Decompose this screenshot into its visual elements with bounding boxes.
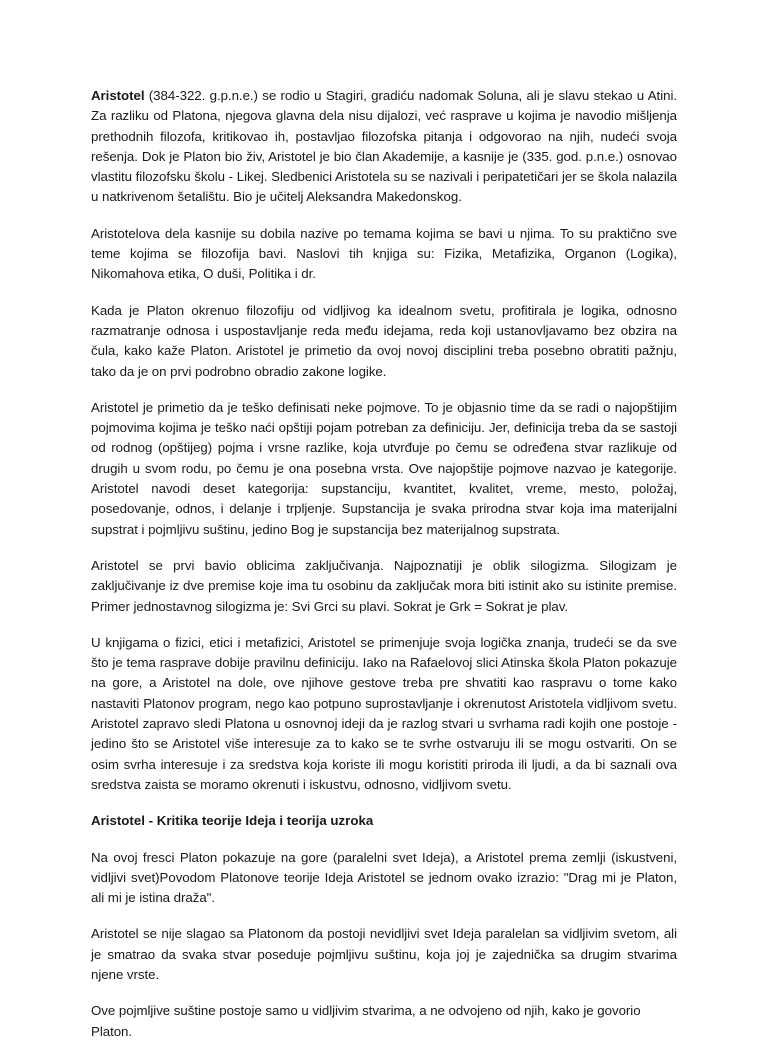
paragraph-physics-ethics: U knjigama o fizici, etici i metafizici, Aristotel se primenjuje svoja logička znanja, trudeći se da sve što je tema rasprave dobije pravilnu definiciju. Iako na Rafaelovoj slici Atinska škola Platon pokazuje na gore, a Aristotel na dole, ove njihove gestove treba pre shvatiti kao raspravu o tome kako nastaviti Platonov program, nego kao potpuno suprostavljanje i okrenutost Aristotela vidljivom svetu. Aristotel zapravo sledi Platona u osnovnoj ideji da je razlog stvari u svrhama radi kojih one postoje - jedino što se Aristotel više interesuje za to kako se te svrhe ostvaruju ili se mogu ostvariti. On se osim svrha interesuje i za sredstva koja koriste ili mogu koristiti priroda ili ljudi, a da bi saznali ova sredstva zaista se moramo okrenuti i iskustvu, odnosno, vidljivom svetu. [91,634,677,792]
paragraph-logic: Kada je Platon okrenuo filozofiju od vidljivog ka idealnom svetu, profitirala je logika, odnosno razmatranje odnosa i uspostavljanje reda među idejama, reda koji ustanovljavamo bez obzira na čula, kako kaže Platon. Aristotel je primetio da ovoj novoj disciplini treba posebno obratiti pažnju, tako da je on prvi podrobno obradio zakone logike. [91,302,677,379]
paragraph-disagreement: Aristotel se nije slagao sa Platonom da postoji nevidljivi svet Ideja paralelan sa vidljivim svetom, ali je smatrao da svaka stvar poseduje pojmljivu suštinu, koja joj je zajednička sa drugim stvarima njene vrste. [91,926,677,982]
paragraph-fresco: Na ovoj fresci Platon pokazuje na gore (paralelni svet Ideja), a Aristotel prema zemlji (iskustveni, vidljivi svet)Povodom Platonove teorije Ideja Aristotel se jednom ovako izrazio: "Drag mi je Platon, ali mi je istina draža". [91,849,677,906]
paragraph-essences: Ove pojmljive suštine postoje samo u vidljivim stvarima, a ne odvojeno od njih, kako je govorio Platon. [91,1003,641,1039]
paragraph-syllogism: Aristotel se prvi bavio oblicima zaključivanja. Najpoznatiji je oblik silogizma. Silogizam je zaključivanje iz dve premise koje ima tu osobinu da zaključak mora biti istinit ako su istinite premise. Primer jednostavnog silogizma je: Svi Grci su plavi. Sokrat je Grk = Sokrat je plav. [91,557,677,614]
paragraph-lead-word: Aristotel [91,88,145,103]
paragraph-intro [91,86,677,208]
paragraph-works: Aristotelova dela kasnije su dobila nazive po temama kojima se bavi u njima. To su praktično sve teme kojima se filozofija bavi. Naslovi tih knjiga su: Fizika, Metafizika, Organon (Logika), Nikomahova etika, O duši, Politika i dr. [91,225,677,282]
document-page [91,86,677,1058]
paragraph-categories: Aristotel je primetio da je teško definisati neke pojmove. To je objasnio time da se radi o najopštijim pojmovima kojima je teško naći opštiji pojam potreban za definiciju. Jer, definicija treba da se sastoji od rodnog (opštijeg) pojma i vrsne razlike, koja utvrđuje po čemu se određena stvar razlikuje od drugih u svom rodu, po čemu je ona posebna vrsta. Ove najopštije pojmove nazvao je kategorije. Aristotel navodi deset kategorija: supstanciju, kvantitet, kvalitet, vreme, mesto, položaj, posedovanje, odnos, i delanje i trpljenje. Supstancija je svaka prirodna stvar koja ima materijalni supstrat i pojmljivu suštinu, jedino Bog je supstancija bez materijalnog supstrata. [91,399,677,537]
section-heading: Aristotel - Kritika teorije Ideja i teorija uzroka [91,813,374,829]
paragraph-intro-text: (384-322. g.p.n.e.) se rodio u Stagiri, gradiću nadomak Soluna, ali je slavu stekao u Atini. Za razliku od Platona, njegova glavna dela nisu dijalozi, već rasprave u kojima je navodio mišljenja prethodnih filozofa, kritikovao ih, postavljao filozofska pitanja i odgovorao na njih, nudeći svoja rešenja. Dok je Platon bio živ, Aristotel je bio član Akademije, a kasnije je (335. god. p.n.e.) osnovao vlastitu filozofsku školu - Likej. Sledbenici Aristotela su se nazivali i peripatetičari jer se škola nalazila u natkrivenom šetalištu. Bio je učitelj Aleksandra Makedonskog. [91,88,677,205]
